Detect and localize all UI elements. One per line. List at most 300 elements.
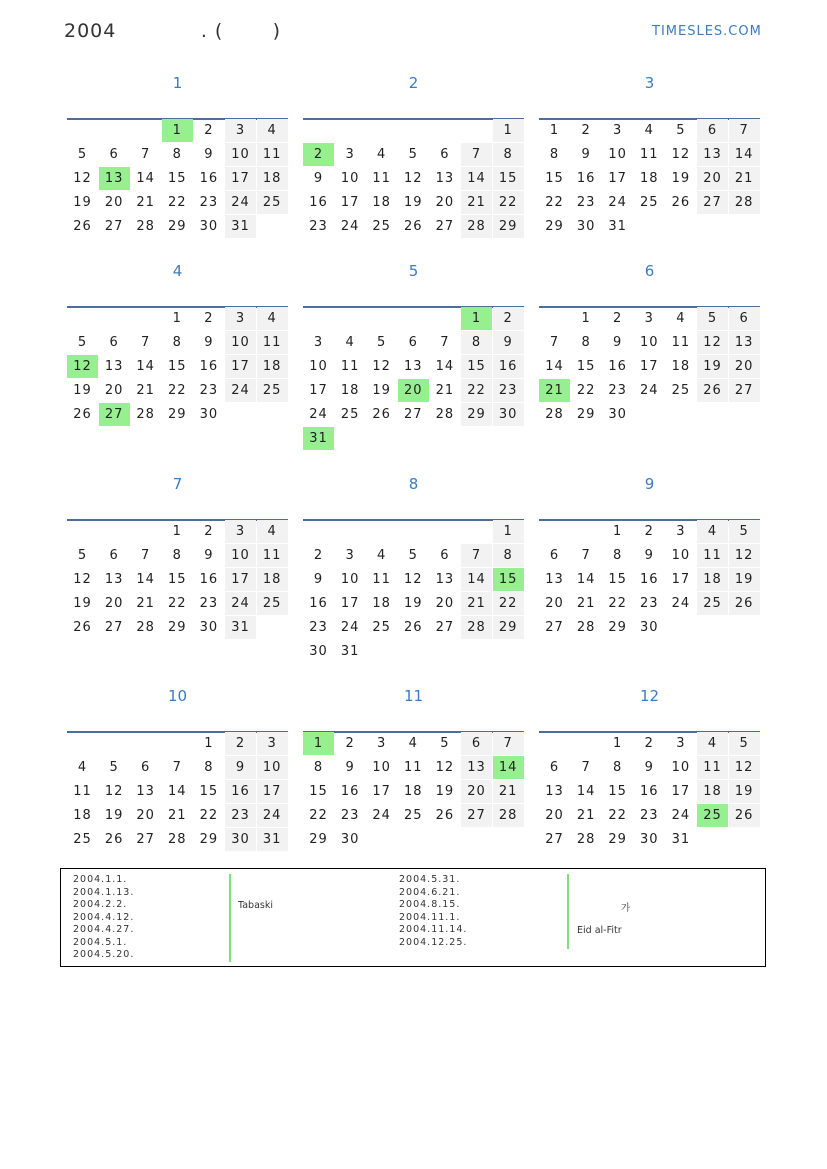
day-cell: 2 — [204, 311, 214, 326]
month-title: 4 — [172, 262, 183, 280]
day-cell: 28 — [729, 191, 760, 214]
day-cell: 21 — [576, 596, 596, 611]
day-cell: 2 — [644, 524, 654, 539]
day-cell: 18 — [340, 383, 360, 398]
day-cell: 22 — [608, 808, 627, 823]
day-cell: 22 — [168, 383, 187, 398]
day-cell: 13 — [729, 331, 760, 354]
day-cell: 14 — [729, 143, 760, 166]
day-cell: 17 — [340, 596, 360, 611]
day-cell: 29 — [576, 407, 596, 422]
holiday-day-cell: 1 — [303, 732, 334, 755]
month-rule — [303, 118, 524, 120]
day-cell: 30 — [199, 219, 219, 234]
day-cell: 21 — [729, 167, 760, 190]
day-cell: 29 — [608, 832, 627, 847]
day-cell: 25 — [640, 195, 659, 210]
day-cell: 29 — [309, 832, 328, 847]
day-cell: 23 — [640, 596, 659, 611]
day-cell: 13 — [404, 359, 423, 374]
day-cell: 15 — [461, 355, 492, 378]
month-title: 3 — [644, 74, 655, 92]
day-cell: 7 — [461, 544, 492, 567]
day-cell: 12 — [404, 572, 423, 587]
day-cell: 29 — [199, 832, 219, 847]
day-cell: 27 — [435, 219, 455, 234]
day-cell: 7 — [549, 335, 560, 350]
day-cell: 9 — [313, 171, 324, 186]
day-cell: 25 — [257, 191, 288, 214]
day-cell: 9 — [225, 756, 256, 779]
day-cell: 9 — [493, 331, 524, 354]
day-cell: 18 — [697, 568, 728, 591]
day-cell: 17 — [257, 780, 288, 803]
day-cell: 23 — [608, 383, 627, 398]
day-cell: 12 — [671, 147, 691, 162]
day-cell: 18 — [404, 784, 423, 799]
day-cell: 4 — [676, 311, 686, 326]
day-cell: 20 — [104, 195, 124, 210]
page-title: 2004 . ( ) — [64, 20, 282, 42]
day-cell: 14 — [435, 359, 455, 374]
day-cell: 28 — [435, 407, 455, 422]
month-title: 1 — [172, 74, 183, 92]
day-cell: 24 — [309, 407, 328, 422]
day-cell: 9 — [313, 572, 324, 587]
day-cell: 13 — [461, 756, 492, 779]
day-cell: 16 — [199, 171, 219, 186]
day-cell: 20 — [136, 808, 155, 823]
day-cell: 2 — [313, 548, 324, 563]
day-cell: 7 — [141, 548, 151, 563]
day-cell: 23 — [225, 804, 256, 827]
day-cell: 10 — [671, 548, 691, 563]
day-cell: 22 — [168, 195, 187, 210]
day-cell: 31 — [608, 219, 627, 234]
day-cell: 8 — [613, 548, 623, 563]
day-cell: 30 — [340, 832, 360, 847]
day-cell: 5 — [440, 736, 450, 751]
holiday-dates-column-2 — [399, 874, 467, 949]
day-cell: 31 — [225, 215, 256, 238]
day-cell: 10 — [340, 171, 360, 186]
day-cell: 5 — [77, 147, 88, 162]
day-cell: 24 — [225, 191, 256, 214]
day-cell: 21 — [435, 383, 455, 398]
day-cell: 3 — [345, 147, 355, 162]
day-cell: 15 — [168, 572, 187, 587]
day-cell: 20 — [729, 355, 760, 378]
day-cell: 27 — [545, 620, 564, 635]
day-cell: 7 — [141, 147, 151, 162]
day-cell: 17 — [225, 167, 256, 190]
day-cell: 28 — [136, 407, 155, 422]
holiday-day-cell: 21 — [539, 379, 570, 402]
day-cell: 2 — [581, 123, 591, 138]
day-cell: 16 — [309, 195, 328, 210]
day-cell: 16 — [608, 359, 627, 374]
day-cell: 22 — [309, 808, 328, 823]
day-cell: 13 — [697, 143, 728, 166]
day-cell: 8 — [493, 143, 524, 166]
day-cell: 9 — [204, 335, 214, 350]
day-cell: 3 — [644, 311, 654, 326]
day-cell: 15 — [576, 359, 596, 374]
day-cell: 15 — [168, 171, 187, 186]
day-cell: 6 — [440, 147, 450, 162]
day-cell: 26 — [73, 620, 92, 635]
day-cell: 24 — [671, 808, 691, 823]
day-cell: 18 — [372, 195, 391, 210]
day-cell: 3 — [313, 335, 324, 350]
day-cell: 13 — [545, 572, 564, 587]
day-cell: 25 — [340, 407, 360, 422]
day-cell: 15 — [608, 784, 627, 799]
day-cell: 14 — [136, 572, 155, 587]
day-cell: 6 — [461, 732, 492, 755]
day-cell: 21 — [461, 191, 492, 214]
day-cell: 15 — [168, 359, 187, 374]
day-cell: 9 — [204, 548, 214, 563]
day-cell: 2 — [204, 123, 214, 138]
day-cell: 26 — [729, 592, 760, 615]
day-cell: 13 — [136, 784, 155, 799]
day-cell: 9 — [644, 548, 654, 563]
day-cell: 17 — [671, 784, 691, 799]
day-cell: 20 — [461, 780, 492, 803]
holiday-legend — [60, 868, 766, 967]
day-cell: 9 — [613, 335, 623, 350]
day-cell: 23 — [199, 383, 219, 398]
day-cell: 27 — [461, 804, 492, 827]
day-cell: 21 — [461, 592, 492, 615]
day-cell: 7 — [440, 335, 450, 350]
day-cell: 24 — [640, 383, 659, 398]
day-cell: 15 — [309, 784, 328, 799]
day-cell: 27 — [104, 219, 124, 234]
day-cell: 16 — [199, 572, 219, 587]
day-cell: 17 — [340, 195, 360, 210]
day-cell: 23 — [309, 620, 328, 635]
day-cell: 14 — [576, 784, 596, 799]
day-cell: 10 — [671, 760, 691, 775]
day-cell: 2 — [204, 524, 214, 539]
day-cell: 6 — [549, 548, 560, 563]
day-cell: 26 — [697, 379, 728, 402]
day-cell: 8 — [172, 335, 182, 350]
day-cell: 12 — [104, 784, 124, 799]
day-cell: 31 — [671, 832, 691, 847]
day-cell: 16 — [640, 572, 659, 587]
day-cell: 7 — [493, 732, 524, 755]
day-cell: 17 — [225, 355, 256, 378]
day-cell: 4 — [408, 736, 418, 751]
day-cell: 12 — [73, 572, 92, 587]
day-cell: 1 — [613, 524, 623, 539]
holiday-date: 2004.12.25. — [399, 936, 468, 948]
day-cell: 5 — [729, 520, 760, 543]
day-cell: 16 — [493, 355, 524, 378]
day-cell: 18 — [372, 596, 391, 611]
day-cell: 19 — [671, 171, 691, 186]
day-cell: 8 — [493, 544, 524, 567]
day-cell: 27 — [545, 832, 564, 847]
day-cell: 23 — [199, 195, 219, 210]
day-cell: 15 — [608, 572, 627, 587]
day-cell: 28 — [461, 616, 492, 639]
day-cell: 29 — [168, 407, 187, 422]
day-cell: 3 — [225, 307, 256, 330]
day-cell: 29 — [545, 219, 564, 234]
day-cell: 18 — [257, 167, 288, 190]
day-cell: 31 — [257, 828, 288, 851]
day-cell: 26 — [73, 407, 92, 422]
day-cell: 24 — [671, 596, 691, 611]
day-cell: 21 — [168, 808, 187, 823]
day-cell: 4 — [377, 548, 387, 563]
day-cell: 19 — [435, 784, 455, 799]
day-cell: 9 — [345, 760, 355, 775]
day-cell: 16 — [309, 596, 328, 611]
day-cell: 26 — [404, 219, 423, 234]
day-cell: 22 — [493, 592, 524, 615]
day-cell: 22 — [576, 383, 596, 398]
holiday-date: 2004.5.31. — [399, 874, 461, 885]
day-cell: 23 — [309, 219, 328, 234]
day-cell: 5 — [676, 123, 686, 138]
day-cell: 25 — [372, 219, 391, 234]
month-title: 2 — [408, 74, 419, 92]
month-rule — [303, 519, 524, 521]
day-cell: 19 — [104, 808, 124, 823]
day-cell: 24 — [257, 804, 288, 827]
day-cell: 23 — [576, 195, 596, 210]
day-cell: 11 — [340, 359, 360, 374]
month-title: 11 — [403, 687, 424, 705]
day-cell: 14 — [136, 171, 155, 186]
day-cell: 6 — [408, 335, 418, 350]
month-title: 8 — [408, 475, 419, 493]
holiday-day-cell: 27 — [99, 403, 130, 426]
day-cell: 6 — [549, 760, 560, 775]
day-cell: 5 — [408, 548, 418, 563]
day-cell: 23 — [493, 379, 524, 402]
day-cell: 4 — [345, 335, 355, 350]
day-cell: 25 — [372, 620, 391, 635]
day-cell: 22 — [493, 191, 524, 214]
holiday-note-ga: 가 — [621, 903, 631, 914]
day-cell: 24 — [608, 195, 627, 210]
day-cell: 11 — [404, 760, 423, 775]
day-cell: 16 — [199, 359, 219, 374]
day-cell: 26 — [372, 407, 391, 422]
day-cell: 13 — [435, 572, 455, 587]
day-cell: 8 — [172, 548, 182, 563]
day-cell: 8 — [549, 147, 560, 162]
day-cell: 5 — [729, 732, 760, 755]
day-cell: 4 — [257, 307, 288, 330]
day-cell: 20 — [435, 195, 455, 210]
day-cell: 20 — [545, 808, 564, 823]
holiday-date: 2004.11.14. — [399, 924, 468, 935]
day-cell: 5 — [109, 760, 119, 775]
day-cell: 30 — [493, 403, 524, 426]
day-cell: 15 — [199, 784, 219, 799]
day-cell: 3 — [377, 736, 387, 751]
holiday-date: 2004.6.21. — [399, 886, 461, 898]
day-cell: 27 — [697, 191, 728, 214]
day-cell: 19 — [729, 780, 760, 803]
day-cell: 22 — [461, 379, 492, 402]
day-cell: 14 — [545, 359, 564, 374]
day-cell: 12 — [73, 171, 92, 186]
day-cell: 1 — [549, 123, 560, 138]
day-cell: 28 — [168, 832, 187, 847]
day-cell: 19 — [404, 596, 423, 611]
day-cell: 3 — [676, 524, 686, 539]
day-cell: 13 — [435, 171, 455, 186]
day-cell: 1 — [172, 311, 182, 326]
day-cell: 16 — [340, 784, 360, 799]
day-cell: 15 — [493, 167, 524, 190]
day-cell: 20 — [697, 167, 728, 190]
day-cell: 29 — [168, 620, 187, 635]
day-cell: 10 — [309, 359, 328, 374]
day-cell: 16 — [640, 784, 659, 799]
day-cell: 17 — [640, 359, 659, 374]
holiday-day-cell: 13 — [99, 167, 130, 190]
day-cell: 29 — [493, 616, 524, 639]
day-cell: 12 — [729, 756, 760, 779]
day-cell: 14 — [136, 359, 155, 374]
day-cell: 6 — [109, 335, 119, 350]
day-cell: 6 — [109, 548, 119, 563]
day-cell: 17 — [225, 568, 256, 591]
day-cell: 28 — [136, 620, 155, 635]
day-cell: 28 — [545, 407, 564, 422]
day-cell: 25 — [257, 592, 288, 615]
month-title: 6 — [644, 262, 655, 280]
day-cell: 2 — [493, 307, 524, 330]
day-cell: 3 — [225, 520, 256, 543]
day-cell: 4 — [697, 732, 728, 755]
day-cell: 18 — [697, 780, 728, 803]
day-cell: 14 — [461, 568, 492, 591]
day-cell: 7 — [729, 119, 760, 142]
day-cell: 4 — [257, 119, 288, 142]
day-cell: 1 — [581, 311, 591, 326]
day-cell: 26 — [729, 804, 760, 827]
day-cell: 19 — [73, 596, 92, 611]
day-cell: 5 — [77, 335, 88, 350]
day-cell: 26 — [73, 219, 92, 234]
day-cell: 9 — [644, 760, 654, 775]
day-cell: 10 — [640, 335, 659, 350]
day-cell: 10 — [340, 572, 360, 587]
day-cell: 18 — [257, 568, 288, 591]
day-cell: 6 — [141, 760, 151, 775]
day-cell: 7 — [461, 143, 492, 166]
holiday-day-cell: 15 — [493, 568, 524, 591]
day-cell: 13 — [104, 572, 124, 587]
day-cell: 29 — [608, 620, 627, 635]
legend-divider — [229, 874, 231, 962]
day-cell: 13 — [545, 784, 564, 799]
day-cell: 27 — [104, 620, 124, 635]
day-cell: 11 — [257, 331, 288, 354]
day-cell: 9 — [581, 147, 591, 162]
holiday-date: 2004.4.12. — [73, 911, 135, 923]
day-cell: 2 — [613, 311, 623, 326]
legend-divider — [567, 874, 569, 949]
day-cell: 30 — [640, 620, 659, 635]
day-cell: 20 — [104, 383, 124, 398]
day-cell: 2 — [345, 736, 355, 751]
day-cell: 4 — [257, 520, 288, 543]
day-cell: 15 — [545, 171, 564, 186]
day-cell: 6 — [697, 119, 728, 142]
day-cell: 12 — [435, 760, 455, 775]
day-cell: 18 — [671, 359, 691, 374]
day-cell: 12 — [729, 544, 760, 567]
site-brand-link[interactable]: TIMESLES.COM — [652, 24, 762, 39]
day-cell: 3 — [613, 123, 623, 138]
day-cell: 11 — [257, 143, 288, 166]
day-cell: 26 — [435, 808, 455, 823]
day-cell: 23 — [199, 596, 219, 611]
day-cell: 27 — [404, 407, 423, 422]
day-cell: 19 — [729, 568, 760, 591]
day-cell: 10 — [225, 544, 256, 567]
day-cell: 7 — [581, 760, 591, 775]
day-cell: 31 — [340, 644, 360, 659]
day-cell: 5 — [408, 147, 418, 162]
day-cell: 3 — [676, 736, 686, 751]
day-cell: 24 — [225, 379, 256, 402]
day-cell: 3 — [345, 548, 355, 563]
day-cell: 18 — [73, 808, 92, 823]
day-cell: 18 — [257, 355, 288, 378]
day-cell: 11 — [671, 335, 691, 350]
day-cell: 3 — [225, 119, 256, 142]
day-cell: 11 — [640, 147, 659, 162]
day-cell: 22 — [545, 195, 564, 210]
day-cell: 23 — [640, 808, 659, 823]
holiday-dates-column-1 — [73, 874, 134, 962]
day-cell: 7 — [141, 335, 151, 350]
day-cell: 11 — [372, 171, 391, 186]
holiday-date: 2004.5.1. — [73, 936, 128, 948]
day-cell: 11 — [73, 784, 92, 799]
holiday-day-cell: 14 — [493, 756, 524, 779]
day-cell: 30 — [576, 219, 596, 234]
day-cell: 11 — [697, 544, 728, 567]
day-cell: 19 — [73, 383, 92, 398]
day-cell: 25 — [697, 592, 728, 615]
day-cell: 8 — [172, 147, 182, 162]
day-cell: 27 — [136, 832, 155, 847]
day-cell: 2 — [644, 736, 654, 751]
day-cell: 7 — [172, 760, 182, 775]
holiday-date: 2004.11.1. — [399, 911, 461, 923]
day-cell: 22 — [199, 808, 219, 823]
day-cell: 27 — [435, 620, 455, 635]
day-cell: 2 — [225, 732, 256, 755]
holiday-day-cell: 1 — [461, 307, 492, 330]
day-cell: 13 — [104, 359, 124, 374]
holiday-note-tabaski: Tabaski — [238, 900, 273, 911]
day-cell: 4 — [377, 147, 387, 162]
